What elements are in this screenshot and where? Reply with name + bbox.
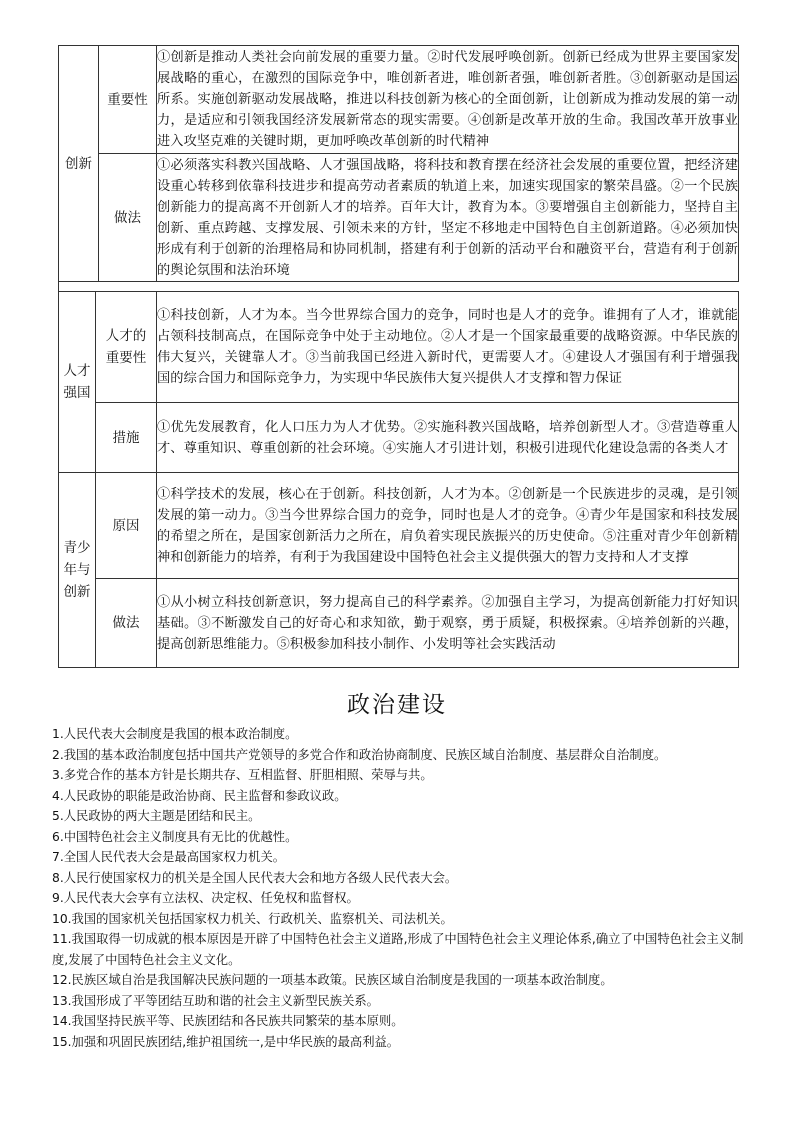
row-text: ①创新是推动人类社会向前发展的重要力量。②时代发展呼唤创新。创新已经成为世界主要国家发展战略的重心，在激烈的国际竞争中，唯创新者进，唯创新者强，唯创新者胜。③创新驱动是国运所系。实施创新驱动发展战略，推进以科技创新为核心的全面创新，让创新成为推动发展的第一动力，是适应和引领我国经济发展新常态的现实需要。④创新是改革开放的生命。我国改革开放事业进入攻坚克难的关键时期，更加呼唤改革创新的时代精神 [157,50,738,149]
list-item: 8.人民行使国家权力的机关是全国人民代表大会和地方各级人民代表大会。 [52,870,458,885]
section-label-line: 青少 [63,540,91,556]
list-item: 15.加强和巩固民族团结,维护祖国统一,是中华民族的最高利益。 [52,1034,400,1049]
list-item: 13.我国形成了平等团结互助和谐的社会主义新型民族关系。 [52,993,379,1008]
table-row [59,46,739,154]
talent-youth-table [58,291,739,668]
section-label-line: 强国 [63,385,91,401]
table-row [59,403,739,473]
row-label: 措施 [112,429,140,446]
list-item: 7.全国人民代表大会是最高国家权力机关。 [52,850,286,864]
list-item: 12.民族区域自治是我国解决民族问题的一项基本政策。民族区域自治制度是我国的一项基本政治制度。 [52,973,613,987]
list-item: 2.我国的基本政治制度包括中国共产党领导的多党合作和政治协商制度、民族区域自治制度、基层群众自治制度。 [52,747,667,762]
section-label-line: 创新 [63,584,91,600]
innovation-table [58,45,739,282]
table-row [59,579,739,668]
political-points-list [52,724,752,1052]
row-label-cell [96,403,157,473]
row-text: ①科技创新，人才为本。当今世界综合国力的竞争，同时也是人才的竞争。谁拥有了人才，谁就能占领科技制高点，在国际竞争中处于主动地位。②人才是一个国家最重要的战略资源。中华民族的伟大复兴，关键靠人才。③当前我国已经进入新时代，更需要人才。④建设人才强国有利于增强我国的综合国力和国际竞争力，为实现中华民族伟大复兴提供人才支撑和智力保证 [157,308,738,386]
row-label-line: 人才的 [105,328,147,344]
row-label-cell [99,46,157,154]
section-cell [59,46,99,282]
table-divider [58,281,59,291]
table-row [59,473,739,579]
row-label-line: 重要性 [105,350,147,366]
section-label-line: 年与 [63,562,91,578]
row-text-cell [157,46,739,154]
list-item: 10.我国的国家机关包括国家权力机关、行政机关、监察机关、司法机关。 [52,911,453,926]
row-label: 做法 [114,209,141,226]
section-cell [59,473,96,668]
row-text: ①必须落实科教兴国战略、人才强国战略，将科技和教育摆在经济社会发展的重要位置，把经济建设重心转移到依靠科技进步和提高劳动者素质的轨道上来，加速实现国家的繁荣昌盛。②一个民族创新能力的提高离不开创新人才的培养。百年大计，教育为本。③要增强自主创新能力，坚持自主创新、重点跨越、支撑发展、引领未来的方针，坚定不移地走中国特色自主创新道路。④必须加快形成有利于创新的治理格局和协同机制，搭建有利于创新的活动平台和融资平台，营造有利于创新的舆论氛围和法治环境 [157,157,738,278]
row-label-cell [99,154,157,282]
list-item: 6.中国特色社会主义制度具有无比的优越性。 [52,829,298,844]
row-label-cell [96,292,157,403]
section-cell [59,292,96,473]
section-title: 政治建设 [347,692,447,718]
list-item: 1.人民代表大会制度是我国的根本政治制度。 [52,727,298,741]
list-item: 9.人民代表大会享有立法权、决定权、任免权和监督权。 [52,891,359,905]
row-text-cell [157,292,739,403]
row-text-cell [157,403,739,473]
list-item: 5.人民政协的两大主题是团结和民主。 [52,809,261,823]
row-text: ①优先发展教育，化人口压力为人才优势。②实施科教兴国战略，培养创新型人才。③营造尊重人才、尊重知识、尊重创新的社会环境。④实施人才引进计划，积极引进现代化建设急需的各类人才 [157,419,738,456]
row-label: 原因 [112,517,140,534]
row-label: 做法 [112,615,140,631]
row-label-cell [96,579,157,668]
list-item: 3.多党合作的基本方针是长期共存、互相监督、肝胆相照、荣辱与共。 [52,768,433,782]
row-text-cell [157,473,739,579]
row-text-cell [157,154,739,282]
row-text: ①从小树立科技创新意识，努力提高自己的科学素养。②加强自主学习，为提高创新能力打好知识基础。③不断激发自己的好奇心和求知欲，勤于观察，勇于质疑，积极探索。④培养创新的兴趣，提高创新思维能力。⑤积极参加科技小制作、小发明等社会实践活动 [157,594,738,652]
table-row [59,154,739,282]
section-label: 创新 [65,155,92,172]
list-item: 11.我国取得一切成就的根本原因是开辟了中国特色社会主义道路,形成了中国特色社会主义理论体系,确立了中国特色社会主义制度,发展了中国特色社会主义文化。 [52,932,744,967]
list-item: 14.我国坚持民族平等、民族团结和各民族共同繁荣的基本原则。 [52,1014,404,1028]
row-text-cell [157,579,739,668]
list-item: 4.人民政协的职能是政治协商、民主监督和参政议政。 [52,788,347,803]
row-label: 重要性 [107,91,148,108]
row-text: ①科学技术的发展，核心在于创新。科技创新，人才为本。②创新是一个民族进步的灵魂，是引领发展的第一动力。③当今世界综合国力的竞争，同时也是人才的竞争。④青少年是国家和科技发展的希望之所在，是国家创新活力之所在，肩负着实现民族振兴的历史使命。⑤注重对青少年创新精神和创新能力的培养，有利于为我国建设中国特色社会主义提供强大的智力支持和人才支撑 [157,486,738,565]
section-label-line: 人才 [63,363,91,379]
table-row [59,292,739,403]
row-label-cell [96,473,157,579]
